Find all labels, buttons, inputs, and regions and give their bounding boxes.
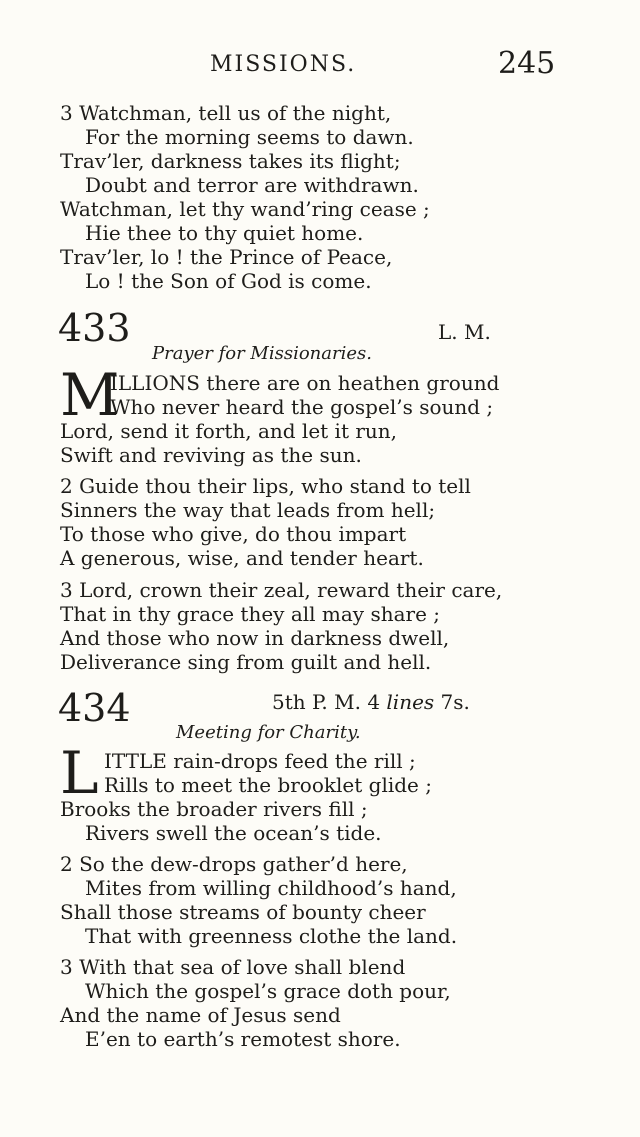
- hymn-number: 433: [58, 306, 131, 350]
- verse-line: Watchman, let thy wand’ring cease ;: [60, 197, 430, 221]
- hymn-meter: [272, 690, 470, 714]
- verse-line: 3 Watchman, tell us of the night,: [60, 101, 392, 125]
- verse-line: 3 With that sea of love shall blend: [60, 955, 406, 979]
- hymn-title: Prayer for Missionaries.: [152, 343, 372, 364]
- verse-line: That in thy grace they all may share ;: [60, 602, 441, 626]
- verse-line: Sinners the way that leads from hell;: [60, 498, 436, 522]
- verse-line: Rivers swell the ocean’s tide.: [85, 821, 382, 845]
- verse-line: To those who give, do thou impart: [60, 522, 407, 546]
- verse-line: Hie thee to thy quiet home.: [85, 221, 364, 245]
- hymn-number: 434: [58, 686, 131, 730]
- verse-line: A generous, wise, and tender heart.: [60, 546, 424, 570]
- verse-line: E’en to earth’s remotest shore.: [85, 1027, 401, 1051]
- verse-line: Who never heard the gospel’s sound ;: [110, 395, 494, 419]
- verse-line: Trav’ler, lo ! the Prince of Peace,: [60, 245, 393, 269]
- verse-line: 2 So the dew-drops gather’d here,: [60, 852, 408, 876]
- verse-line: Shall those streams of bounty cheer: [60, 900, 426, 924]
- verse-line: Doubt and terror are withdrawn.: [85, 173, 419, 197]
- drop-cap: L: [60, 739, 99, 807]
- verse-line: Trav’ler, darkness takes its flight;: [60, 149, 401, 173]
- verse-line: Rills to meet the brooklet glide ;: [104, 773, 432, 797]
- meter-part: 7s.: [440, 690, 470, 714]
- verse-line: And the name of Jesus send: [60, 1003, 341, 1027]
- meter-part: 5th P. M. 4: [272, 690, 381, 714]
- verse-line: Mites from willing childhood’s hand,: [85, 876, 457, 900]
- drop-cap: M: [60, 361, 120, 429]
- verse-line: Brooks the broader rivers fill ;: [60, 797, 368, 821]
- meter-part: lines: [386, 690, 435, 714]
- verse-line: 2 Guide thou their lips, who stand to tell: [60, 474, 471, 498]
- verse-line: ILLIONS there are on heathen ground: [110, 371, 500, 395]
- verse-line: Which the gospel’s grace doth pour,: [85, 979, 451, 1003]
- verse-line: Lord, send it forth, and let it run,: [60, 419, 398, 443]
- page-number: 245: [498, 46, 556, 81]
- verse-line: That with greenness clothe the land.: [85, 924, 458, 948]
- running-header: MISSIONS.: [210, 52, 357, 77]
- verse-line: ITTLE rain-drops feed the rill ;: [104, 749, 416, 773]
- verse-line: 3 Lord, crown their zeal, reward their care,: [60, 578, 503, 602]
- verse-line: Swift and reviving as the sun.: [60, 443, 362, 467]
- hymn-title: Meeting for Charity.: [176, 722, 361, 743]
- verse-line: Deliverance sing from guilt and hell.: [60, 650, 432, 674]
- verse-line: For the morning seems to dawn.: [85, 125, 414, 149]
- verse-line: And those who now in darkness dwell,: [60, 626, 450, 650]
- hymn-meter: L. M.: [438, 320, 491, 344]
- verse-line: Lo ! the Son of God is come.: [85, 269, 372, 293]
